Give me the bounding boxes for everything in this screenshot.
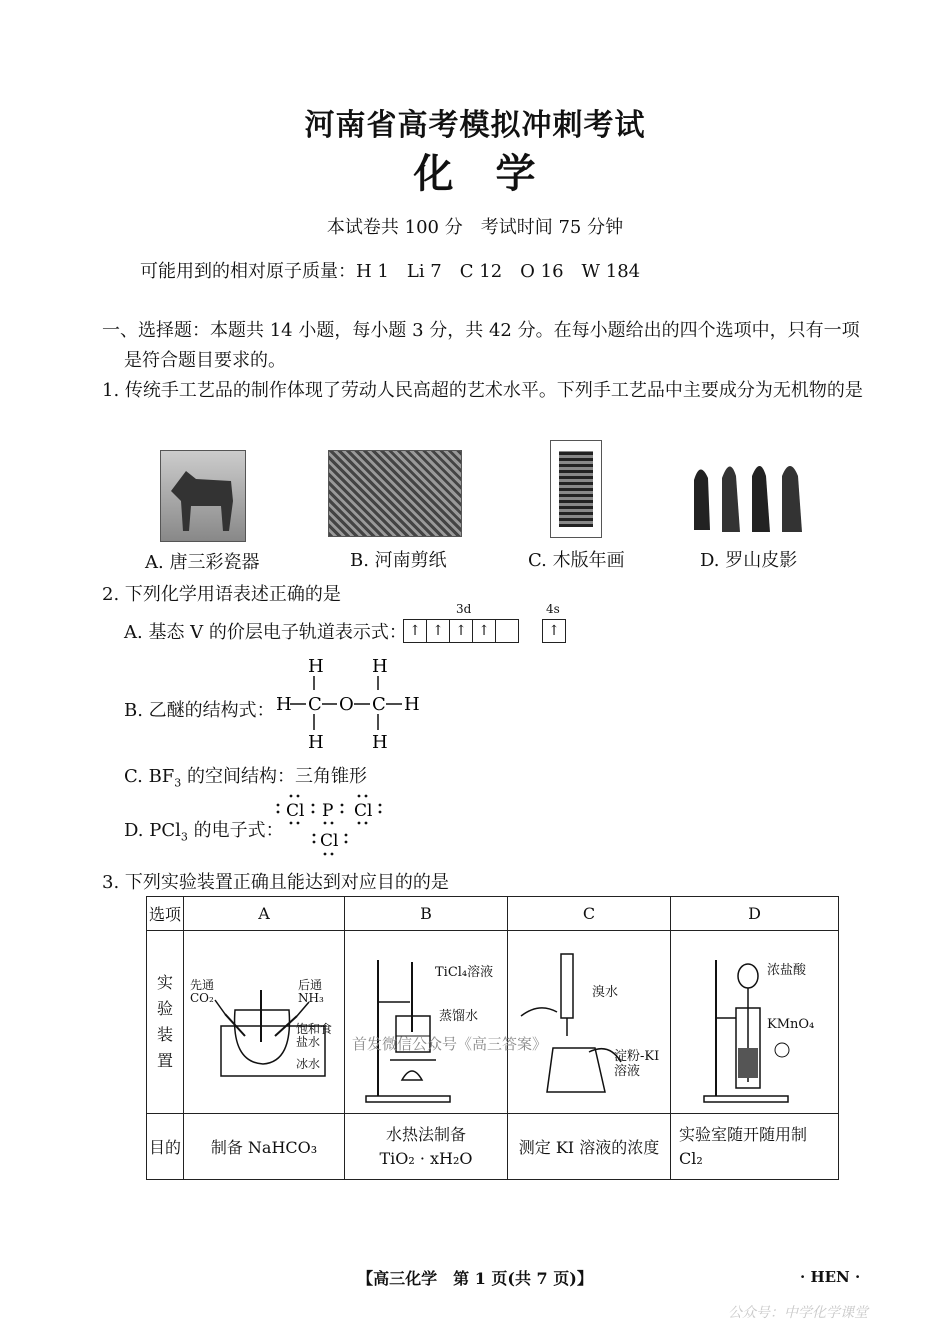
q2-c-pre: C. BF	[124, 766, 175, 787]
brand-watermark: 公众号：中学化学课堂	[728, 1305, 868, 1321]
woodblock-print-image	[550, 440, 602, 538]
atom-h: H	[308, 656, 324, 677]
atom-cl: Cl	[354, 801, 373, 821]
atom-c: C	[372, 694, 386, 715]
atom-h: H	[308, 732, 324, 752]
label-c-starch-ki: 淀粉-KI 溶液	[614, 1049, 660, 1079]
horse-figure-icon	[161, 451, 245, 541]
label-d-hcl: 浓盐酸	[767, 963, 807, 978]
atom-h: H	[404, 694, 420, 715]
label-c-bromine: 溴水	[592, 985, 619, 1000]
table-row-purpose	[147, 1114, 839, 1180]
q1-option-a: A. 唐三彩瓷器	[145, 552, 260, 573]
q2-option-b: B. 乙醚的结构式：	[124, 700, 275, 721]
subject-title: 化 学	[413, 151, 537, 197]
row-label-purpose: 目的	[147, 1114, 184, 1180]
question-2: 2. 下列化学用语表述正确的是	[102, 584, 341, 605]
tang-sancai-image	[160, 450, 246, 542]
q2-d-post: 的电子式：	[187, 820, 284, 841]
question-1: 1. 传统手工艺品的制作体现了劳动人民高超的艺术水平。下列手工艺品中主要成分为无机物的是	[102, 380, 863, 401]
q2-c-sub: 3	[174, 776, 182, 790]
table-header-cell: A	[184, 897, 345, 931]
hydrothermal-b-icon	[346, 932, 506, 1112]
q2-d-sub: 3	[180, 830, 188, 844]
label-b-ticl4: TiCl₄溶液	[435, 965, 494, 980]
apparatus-d	[671, 931, 839, 1114]
atom-h: H	[276, 694, 292, 715]
table-header-cell: 选项	[147, 897, 184, 931]
orbital-box-empty	[495, 619, 519, 643]
puppets-icon	[686, 450, 816, 538]
orbital-3d-label: 3d	[456, 602, 472, 616]
orbital-box: ↑	[449, 619, 473, 643]
apparatus-b	[345, 931, 508, 1114]
atom-p: P	[322, 801, 334, 821]
label-a-icewater: 冰水	[296, 1057, 321, 1071]
q2-option-d	[124, 816, 284, 844]
section-heading	[102, 316, 872, 376]
shadow-puppet-image	[686, 450, 816, 538]
label-d-kmno4: KMnO₄	[767, 1017, 815, 1032]
row-label-device: 实验装置	[147, 931, 184, 1114]
watermark: 首发微信公众号《高三答案》	[352, 1035, 548, 1053]
atomic-mass-line: 可能用到的相对原子质量：H 1 Li 7 C 12 O 16 W 184	[140, 261, 641, 282]
q2-option-a: A. 基态 V 的价层电子轨道表示式：	[124, 622, 407, 643]
q1-option-b: B. 河南剪纸	[350, 550, 447, 571]
apparatus-c	[508, 931, 671, 1114]
atom-h: H	[372, 656, 388, 677]
section-heading-text: 一、选择题：本题共 14 小题，每小题 3 分，共 42 分。在每小题给出的四个选项中，只有一项是符合题目要求的。	[102, 320, 860, 371]
atom-h: H	[372, 732, 388, 752]
exam-info: 本试卷共 100 分 考试时间 75 分钟	[326, 217, 624, 238]
atom-cl: Cl	[286, 801, 305, 821]
table-row-device	[147, 931, 839, 1114]
purpose-c: 测定 KI 溶液的浓度	[508, 1114, 671, 1180]
purpose-d: 实验室随开随用制 Cl₂	[671, 1114, 839, 1180]
apparatus-a	[184, 931, 345, 1114]
q1-option-d: D. 罗山皮影	[700, 550, 798, 571]
paper-cut-image	[328, 450, 462, 537]
orbital-box: ↑	[403, 619, 427, 643]
q2-d-pre: D. PCl	[124, 820, 181, 841]
ether-structure	[270, 652, 430, 752]
orbital-box: ↑	[542, 619, 566, 643]
q2-option-c	[124, 762, 367, 790]
paper-code: · HEN ·	[800, 1268, 861, 1286]
table-header-cell: B	[345, 897, 508, 931]
purpose-b: 水热法制备 TiO₂ · xH₂O	[345, 1114, 508, 1180]
label-a-brine: 饱和食盐水	[296, 1022, 333, 1049]
exam-title: 河南省高考模拟冲刺考试	[304, 108, 646, 143]
orbital-box: ↑	[426, 619, 450, 643]
q2-c-post: 的空间结构：三角锥形	[181, 766, 368, 787]
atom-c: C	[308, 694, 322, 715]
table-header-row	[147, 897, 839, 931]
orbital-4s-box	[543, 619, 566, 643]
woodblock-figure	[559, 451, 593, 527]
q1-option-c: C. 木版年画	[528, 550, 625, 571]
orbital-3d-boxes	[404, 619, 519, 643]
purpose-a: 制备 NaHCO₃	[184, 1114, 345, 1180]
page-footer: 【高三化学 第 1 页(共 7 页)】	[357, 1269, 593, 1288]
table-header-cell: C	[508, 897, 671, 931]
label-a-co2: 先通 CO₂	[190, 978, 215, 1005]
titration-c-icon	[509, 932, 669, 1112]
atom-cl: Cl	[320, 831, 339, 851]
label-b-water: 蒸馏水	[439, 1009, 479, 1024]
orbital-box: ↑	[472, 619, 496, 643]
question-3: 3. 下列实验装置正确且能达到对应目的的是	[102, 872, 449, 893]
orbital-4s-label: 4s	[546, 602, 560, 616]
label-a-nh3: 后通 NH₃	[298, 978, 324, 1005]
pcl3-electron-formula	[272, 790, 392, 860]
atom-o: O	[339, 694, 354, 715]
table-header-cell: D	[671, 897, 839, 931]
